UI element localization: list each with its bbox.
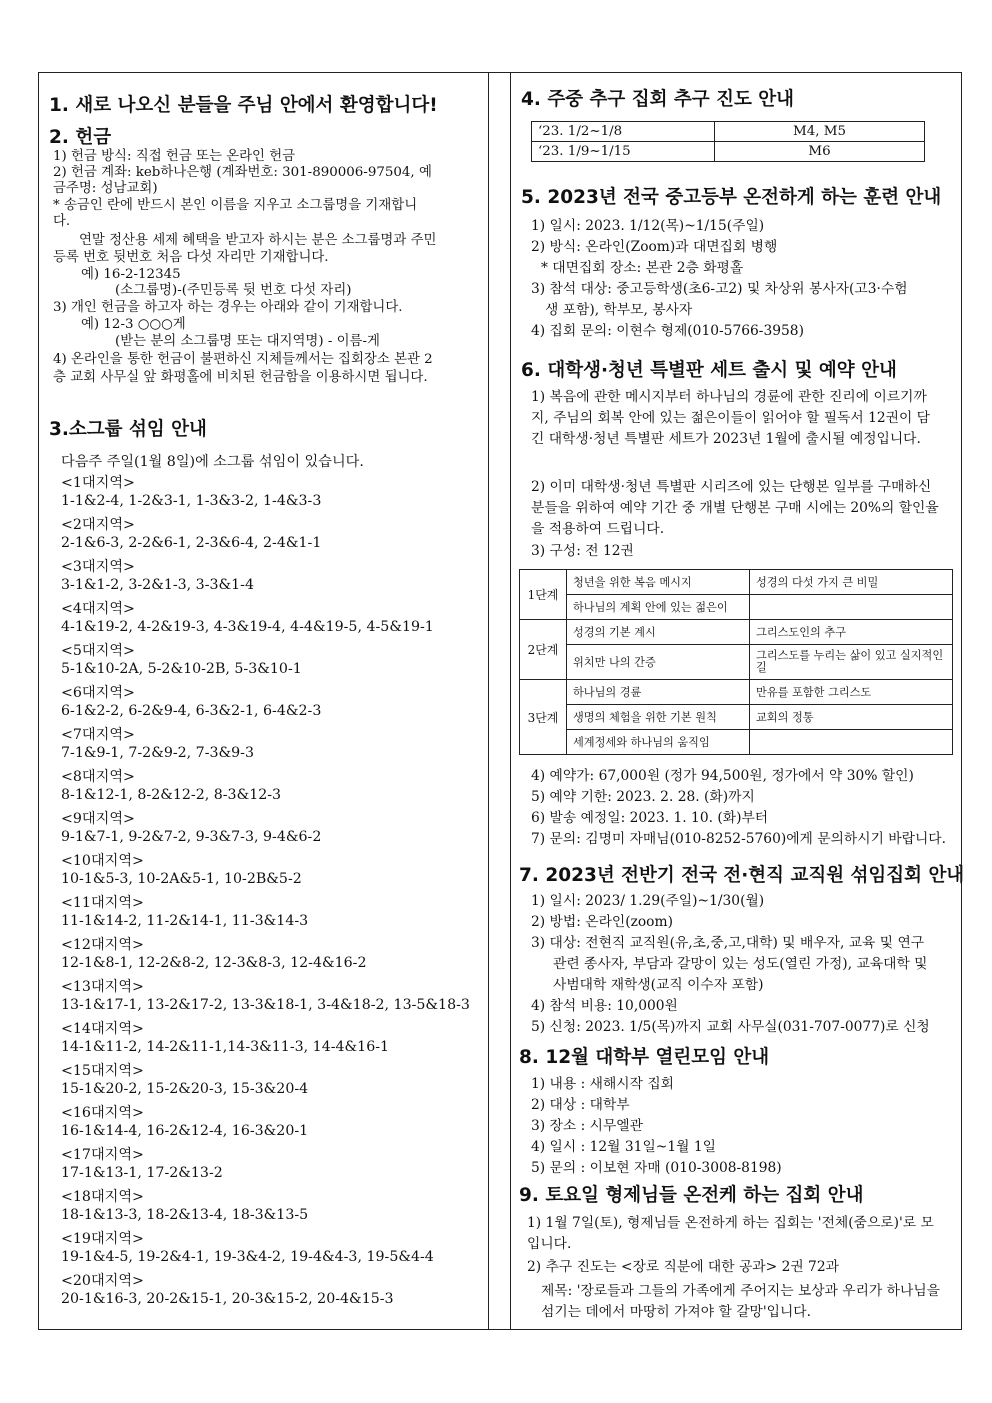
list-item: 1-1&2-4, 1-2&3-1, 1-3&3-2, 1-4&3-3 xyxy=(61,493,322,509)
table-row xyxy=(532,142,925,162)
list-item: <12대지역> xyxy=(61,937,144,953)
list-item: <11대지역> xyxy=(61,895,144,911)
list-item: <5대지역> xyxy=(61,643,135,659)
table-cell xyxy=(750,730,953,755)
offering-line: * 송금인 란에 반드시 본인 이름을 지우고 소그룹명을 기재합니 xyxy=(53,198,418,213)
section-7-title: 7. 2023년 전반기 전국 전·현직 교직원 섞임집회 안내 xyxy=(519,865,965,886)
column-divider xyxy=(489,73,511,1329)
offering-line: (받는 분의 소그룹명 또는 대지역명) - 이름-게 xyxy=(115,334,380,349)
section-5-title: 5. 2023년 전국 중고등부 온전하게 하는 훈련 안내 xyxy=(521,187,942,208)
progress-table xyxy=(531,121,925,162)
list-item: <18대지역> xyxy=(61,1189,144,1205)
list-item: <10대지역> xyxy=(61,853,144,869)
list-item: <14대지역> xyxy=(61,1021,144,1037)
list-item: <2대지역> xyxy=(61,517,135,533)
table-cell: M6 xyxy=(715,142,925,162)
list-item: 다음주 주일(1월 8일)에 소그룹 섞임이 있습니다. xyxy=(61,454,364,470)
teacher-meeting-line: 3) 대상: 전현직 교직원(유,초,중,고,대학) 및 배우자, 교육 및 연구 xyxy=(531,935,925,951)
step-label: 1단계 xyxy=(520,570,567,620)
college-meeting-line: 3) 장소 : 시무엘관 xyxy=(531,1118,643,1134)
list-item: <16대지역> xyxy=(61,1105,144,1121)
section-8-title: 8. 12월 대학부 열린모임 안내 xyxy=(519,1047,770,1068)
right-column xyxy=(511,73,965,1329)
list-item: <7대지역> xyxy=(61,727,135,743)
list-item: <20대지역> xyxy=(61,1273,144,1289)
list-item: 2-1&6-3, 2-2&6-1, 2-3&6-4, 2-4&1-1 xyxy=(61,535,322,551)
teacher-meeting-line: 사범대학 재학생(교직 이수자 포함) xyxy=(553,977,764,993)
table-row xyxy=(520,645,953,680)
list-item: <3대지역> xyxy=(61,559,135,575)
table-row xyxy=(532,122,925,142)
table-cell: 생명의 체험을 위한 기본 원칙 xyxy=(567,705,750,730)
table-cell: 그리스도인의 추구 xyxy=(750,620,953,645)
training-line: 1) 일시: 2023. 1/12(목)~1/15(주일) xyxy=(531,218,765,234)
table-cell: 교회의 정통 xyxy=(750,705,953,730)
list-item: <13대지역> xyxy=(61,979,144,995)
list-item: 3-1&1-2, 3-2&1-3, 3-3&1-4 xyxy=(61,577,255,593)
offering-line: 금주명: 성남교회) xyxy=(53,181,158,196)
list-item: 4-1&19-2, 4-2&19-3, 4-3&19-4, 4-4&19-5, 4-5&19-1 xyxy=(61,619,434,635)
list-item: <15대지역> xyxy=(61,1063,144,1079)
offering-line: 2) 헌금 계좌: keb하나은행 (계좌번호: 301-890006-97504, 예 xyxy=(53,165,432,180)
table-cell: 성경의 기본 계시 xyxy=(567,620,750,645)
list-item: <19대지역> xyxy=(61,1231,144,1247)
left-column xyxy=(39,73,489,1329)
table-cell: 하나님의 계획 안에 있는 젊은이 xyxy=(567,595,750,620)
special-edition-detail: 5) 예약 기한: 2023. 2. 28. (화)까지 xyxy=(531,789,755,805)
list-item: 15-1&20-2, 15-2&20-3, 15-3&20-4 xyxy=(61,1081,309,1097)
table-row xyxy=(520,570,953,595)
table-row xyxy=(520,620,953,645)
teacher-meeting-line: 5) 신청: 2023. 1/5(목)까지 교회 사무실(031-707-0077)로 신청 xyxy=(531,1019,930,1035)
section-3-title: 3.소그룹 섞임 안내 xyxy=(49,419,207,440)
special-edition-detail: 4) 예약가: 67,000원 (정가 94,500원, 정가에서 약 30% 할인) xyxy=(531,768,914,784)
section-9-title: 9. 토요일 형제님들 온전케 하는 집회 안내 xyxy=(519,1185,864,1206)
list-item: <9대지역> xyxy=(61,811,135,827)
brothers-meeting-para-3: 제목: '장로들과 그들의 가족에게 주어지는 보상과 우리가 하나님을 섬기는 데에서 마땅히 가져야 할 갈망'입니다. xyxy=(541,1283,940,1320)
college-meeting-line: 4) 일시 : 12월 31일~1월 1일 xyxy=(531,1139,716,1155)
list-item: <6대지역> xyxy=(61,685,135,701)
list-item: 12-1&8-1, 12-2&8-2, 12-3&8-3, 12-4&16-2 xyxy=(61,955,367,971)
table-row xyxy=(520,730,953,755)
table-cell: 청년을 위한 복음 메시지 xyxy=(567,570,750,595)
training-line: 2) 방식: 온라인(Zoom)과 대면집회 병행 xyxy=(531,239,778,255)
section-4-title: 4. 주중 추구 집회 추구 진도 안내 xyxy=(521,89,794,110)
table-cell: ‘23. 1/2~1/8 xyxy=(532,122,715,142)
list-item: 14-1&11-2, 14-2&11-1,14-3&11-3, 14-4&16-1 xyxy=(61,1039,390,1055)
offering-line: 예) 16-2-12345 xyxy=(81,267,181,282)
offering-line: 3) 개인 헌금을 하고자 하는 경우는 아래와 같이 기재합니다. xyxy=(53,300,403,315)
list-item: 18-1&13-3, 18-2&13-4, 18-3&13-5 xyxy=(61,1207,309,1223)
list-item: 7-1&9-1, 7-2&9-2, 7-3&9-3 xyxy=(61,745,255,761)
section-1-title: 1. 새로 나오신 분들을 주님 안에서 환영합니다! xyxy=(49,95,438,116)
offering-line: (소그룹명)-(주민등록 뒷 번호 다섯 자리) xyxy=(115,283,352,298)
college-meeting-line: 2) 대상 : 대학부 xyxy=(531,1097,630,1113)
list-item: 6-1&2-2, 6-2&9-4, 6-3&2-1, 6-4&2-3 xyxy=(61,703,322,719)
college-meeting-line: 5) 문의 : 이보현 자매 (010-3008-8198) xyxy=(531,1160,782,1176)
list-item: <4대지역> xyxy=(61,601,135,617)
section-6-title: 6. 대학생·청년 특별판 세트 출시 및 예약 안내 xyxy=(521,360,897,381)
teacher-meeting-line: 1) 일시: 2023/ 1.29(주일)~1/30(월) xyxy=(531,893,765,909)
table-cell: M4, M5 xyxy=(715,122,925,142)
list-item: 16-1&14-4, 16-2&12-4, 16-3&20-1 xyxy=(61,1123,309,1139)
offering-line: 4) 온라인을 통한 헌금이 불편하신 지체들께서는 집회장소 본관 2 xyxy=(53,352,433,367)
step-label: 3단계 xyxy=(520,680,567,755)
table-cell: 성경의 다섯 가지 큰 비밀 xyxy=(750,570,953,595)
table-cell: 그리스도를 누리는 삶이 있고 실지적인 길 xyxy=(750,645,953,680)
offering-line: 예) 12-3 ○○○게 xyxy=(81,317,186,332)
step-label: 2단계 xyxy=(520,620,567,680)
offering-line: 층 교회 사무실 앞 화평홀에 비치된 헌금함을 이용하시면 됩니다. xyxy=(53,370,428,385)
list-item: 9-1&7-1, 9-2&7-2, 9-3&7-3, 9-4&6-2 xyxy=(61,829,322,845)
list-item: 8-1&12-1, 8-2&12-2, 8-3&12-3 xyxy=(61,787,282,803)
list-item: 20-1&16-3, 20-2&15-1, 20-3&15-2, 20-4&15-3 xyxy=(61,1291,394,1307)
special-edition-para-3: 3) 구성: 전 12권 xyxy=(531,543,634,559)
special-edition-detail: 7) 문의: 김명미 자매님(010-8252-5760)에게 문의하시기 바랍니다. xyxy=(531,831,946,847)
offering-line: 등록 번호 뒷번호 처음 다섯 자리만 기재합니다. xyxy=(53,250,329,265)
group-mix-list xyxy=(61,451,470,1312)
training-line: * 대면집회 장소: 본관 2층 화평홀 xyxy=(541,260,744,276)
offering-line: 1) 헌금 방식: 직접 헌금 또는 온라인 헌금 xyxy=(53,149,296,164)
table-cell xyxy=(750,595,953,620)
special-edition-para-2: 2) 이미 대학생·청년 특별판 시리즈에 있는 단행본 일부를 구매하신 분들을 위하여 예약 기간 중 개별 단행본 구매 시에는 20%의 할인율을 적용하여 드립니다. xyxy=(531,479,939,537)
table-row xyxy=(520,680,953,705)
teacher-meeting-line: 관련 종사자, 부담과 갈망이 있는 성도(열린 가정), 교육대학 및 xyxy=(553,956,928,972)
brothers-meeting-para-1: 1) 1월 7일(토), 형제님들 온전하게 하는 집회는 '전체(줌으로)'로 모입니다. xyxy=(527,1215,934,1252)
special-edition-detail: 6) 발송 예정일: 2023. 1. 10. (화)부터 xyxy=(531,810,769,826)
special-edition-para-1: 1) 복음에 관한 메시지부터 하나님의 경륜에 관한 진리에 이르기까지, 주님의 회복 안에 있는 젊은이들이 읽어야 할 필독서 12권이 담긴 대학생·청년 특별판 세트가 2023년 1월에 출시될 예정입니다. xyxy=(531,389,930,447)
offering-line: 다. xyxy=(53,214,71,229)
table-row xyxy=(520,595,953,620)
teacher-meeting-line: 2) 방법: 온라인(zoom) xyxy=(531,914,673,930)
table-cell: ‘23. 1/9~1/15 xyxy=(532,142,715,162)
bulletin-frame xyxy=(38,72,965,1330)
list-item: 10-1&5-3, 10-2A&5-1, 10-2B&5-2 xyxy=(61,871,302,887)
list-item: 5-1&10-2A, 5-2&10-2B, 5-3&10-1 xyxy=(61,661,302,677)
training-line: 4) 집회 문의: 이현수 형제(010-5766-3958) xyxy=(531,323,804,339)
table-cell: 하나님의 경륜 xyxy=(567,680,750,705)
table-cell: 위치만 나의 간증 xyxy=(567,645,750,680)
book-set-table xyxy=(519,569,953,755)
list-item: <17대지역> xyxy=(61,1147,144,1163)
college-meeting-line: 1) 내용 : 새해시작 집회 xyxy=(531,1076,674,1092)
list-item: 17-1&13-1, 17-2&13-2 xyxy=(61,1165,223,1181)
list-item: 19-1&4-5, 19-2&4-1, 19-3&4-2, 19-4&4-3, 19-5&4-4 xyxy=(61,1249,434,1265)
list-item: 13-1&17-1, 13-2&17-2, 13-3&18-1, 3-4&18-2, 13-5&18-3 xyxy=(61,997,470,1013)
offering-line: 연말 정산용 세제 혜택을 받고자 하시는 분은 소그룹명과 주민 xyxy=(79,233,437,248)
list-item: <8대지역> xyxy=(61,769,135,785)
training-line: 생 포함), 학부모, 봉사자 xyxy=(545,302,693,318)
table-row xyxy=(520,705,953,730)
brothers-meeting-para-2: 2) 추구 진도는 <장로 직분에 대한 공과> 2권 72과 xyxy=(527,1259,839,1275)
table-cell: 세계정세와 하나님의 움직임 xyxy=(567,730,750,755)
teacher-meeting-line: 4) 참석 비용: 10,000원 xyxy=(531,998,678,1014)
table-cell: 만유를 포함한 그리스도 xyxy=(750,680,953,705)
training-line: 3) 참석 대상: 중고등학생(초6-고2) 및 차상위 봉사자(고3·수험 xyxy=(531,281,908,297)
list-item: 11-1&14-2, 11-2&14-1, 11-3&14-3 xyxy=(61,913,309,929)
list-item: <1대지역> xyxy=(61,475,135,491)
section-2-title: 2. 헌금 xyxy=(49,127,112,148)
